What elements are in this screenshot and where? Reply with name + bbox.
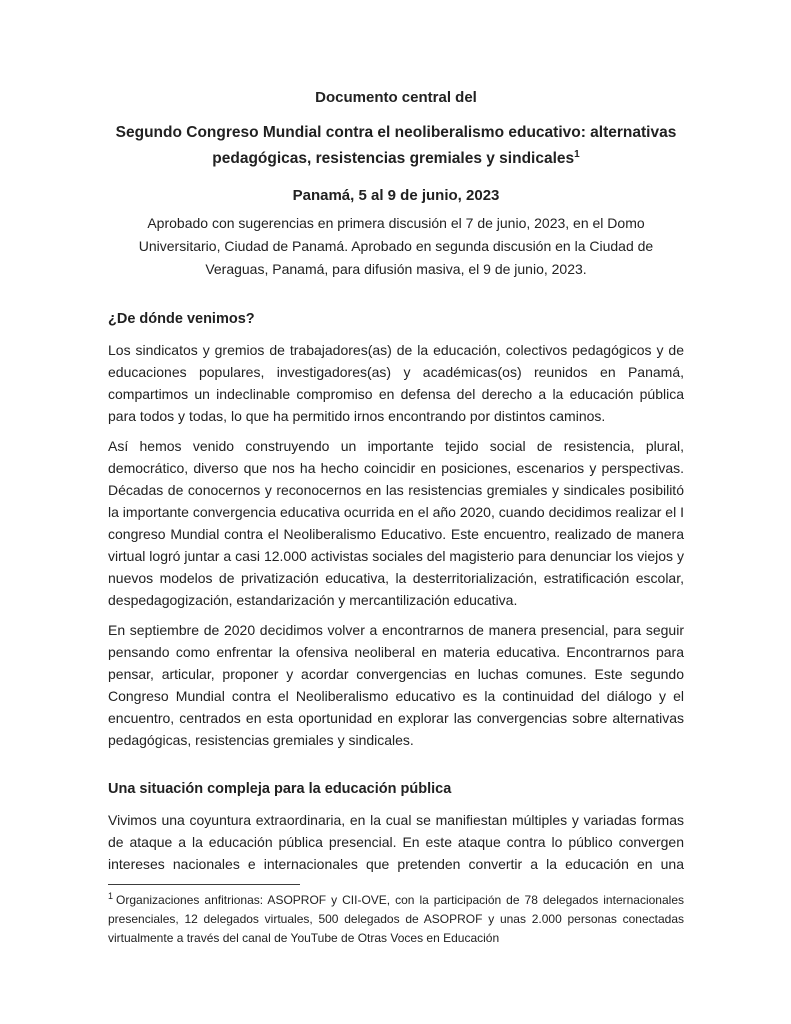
footnote-separator xyxy=(108,884,300,885)
document-kicker: Documento central del xyxy=(315,89,477,106)
footnote-area xyxy=(108,884,684,948)
footnote-text: Organizaciones anfitrionas: ASOPROF y CII-OVE, con la participación de 78 delegados internacionales presenciales, 12 delegados virtuales, 500 delegados de ASOPROF y unas 2.000 personas conectadas virtualmente a través del canal de YouTube de Otras Voces en Educación xyxy=(108,893,684,945)
approval-note: Aprobado con sugerencias en primera discusión el 7 de junio, 2023, en el Domo Universitario, Ciudad de Panamá. Aprobado en segunda discusión en la Ciudad de Veraguas, Panamá, para difusión masiva, el 9 de junio, 2023. xyxy=(138,215,654,277)
section-heading-origins: ¿De dónde venimos? xyxy=(108,311,255,327)
paragraph: Vivimos una coyuntura extraordinaria, en la cual se manifiestan múltiples y variadas formas de ataque a la educación pública presencial. En este ataque contra lo público convergen intereses nacionales e internacionales que pretenden convertir a la educación en una xyxy=(108,812,684,872)
document-title xyxy=(108,120,684,172)
paragraph: Los sindicatos y gremios de trabajadores(as) de la educación, colectivos pedagógicos y de educaciones populares, investigadores(as) y académicas(os) reunidos en Panamá, compartimos un indeclinable compromiso en defensa del derecho a la educación pública para todos y todas, lo que ha permitido irnos encontrando por distintos caminos. xyxy=(108,342,684,424)
title-footnote-ref: 1 xyxy=(574,148,580,160)
footnote-marker: 1 xyxy=(108,891,114,901)
document-title-text: Segundo Congreso Mundial contra el neoliberalismo educativo: alternativas pedagógicas, resistencias gremiales y sindicales xyxy=(115,124,677,167)
footnote xyxy=(108,891,684,948)
paragraph: En septiembre de 2020 decidimos volver a encontrarnos de manera presencial, para seguir pensando como enfrentar la ofensiva neoliberal en materia educativa. Encontrarnos para pensar, articular, proponer y acordar convergencias en luchas comunes. Este segundo Congreso Mundial contra el Neoliberalismo educativo es la continuidad del diálogo y el encuentro, centrados en esta oportunidad en explorar las convergencias sobre alternativas pedagógicas, resistencias gremiales y sindicales. xyxy=(108,622,684,748)
document-dateline: Panamá, 5 al 9 de junio, 2023 xyxy=(292,187,500,204)
section-heading-situation: Una situación compleja para la educación pública xyxy=(108,781,452,797)
paragraph: Así hemos venido construyendo un importante tejido social de resistencia, plural, democrático, diverso que nos ha hecho coincidir en posiciones, escenarios y perspectivas. Décadas de conocernos y reconocernos en las resistencias gremiales y sindicales posibilitó la importante convergencia educativa ocurrida en el año 2020, cuando decidimos realizar el I congreso Mundial contra el Neoliberalismo Educativo. Este encuentro, realizado de manera virtual logró juntar a casi 12.000 activistas sociales del magisterio para denunciar los viejos y nuevos modelos de privatización educativa, la desterritorialización, estratificación escolar, despedagogización, estandarización y mercantilización educativa. xyxy=(108,438,684,608)
